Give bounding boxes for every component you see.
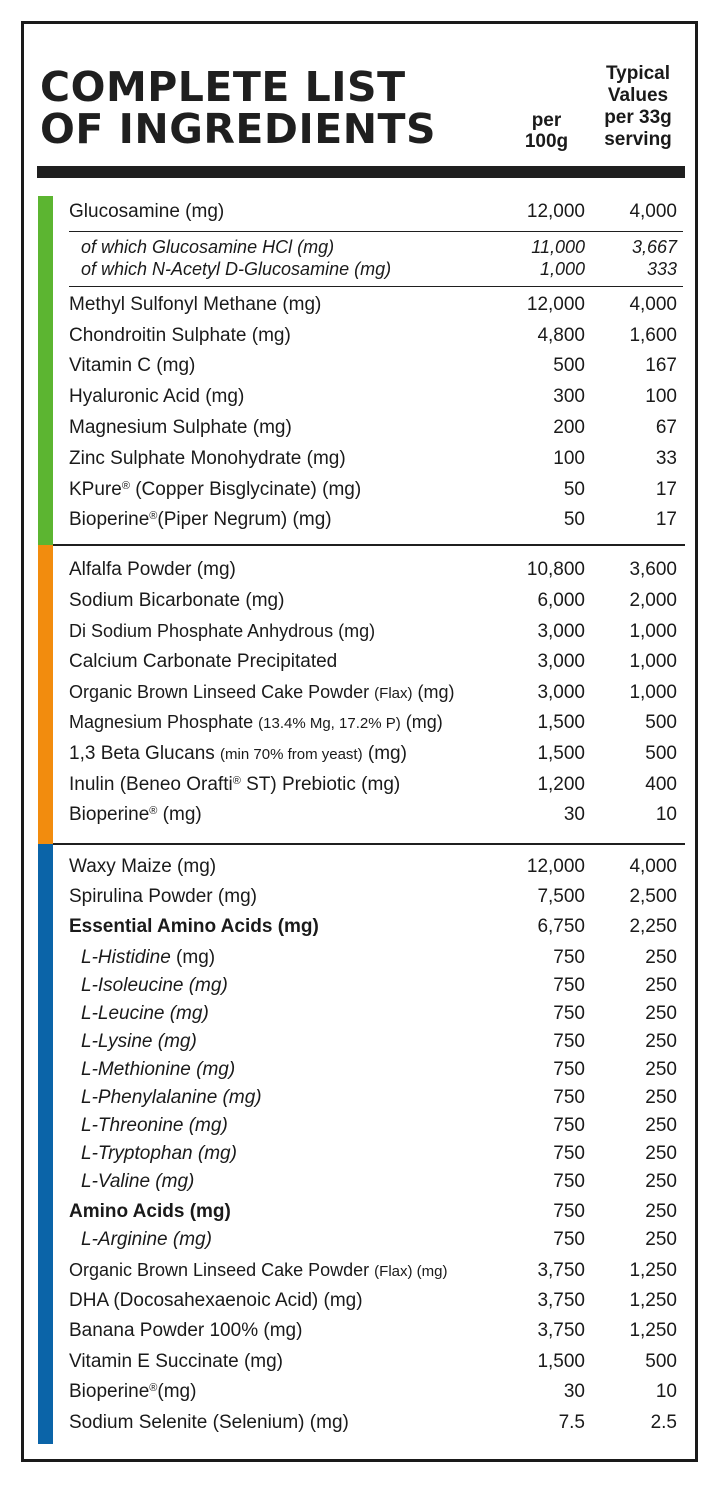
registered-mark: ® [149,510,158,522]
ingredient-name: Alfalfa Powder (mg) [69,559,236,580]
ingredient-row [69,325,677,355]
value-per-serving: 400 [645,774,677,795]
green-section-bar [38,196,53,545]
registered-mark: ® [121,480,130,492]
value-per-serving: 2,000 [629,590,677,611]
section-divider [53,843,685,845]
ingredient-name: L-Isoleucine (mg) [81,975,228,996]
ingredient-row [69,1381,677,1411]
value-per-serving: 17 [655,479,677,500]
registered-mark: ® [149,1382,158,1394]
sub-divider [69,231,683,232]
value-per-serving: 10 [655,804,677,825]
ingredient-row [69,386,677,416]
registered-mark: ® [232,775,241,787]
ingredient-name: Essential Amino Acids (mg) [69,916,319,937]
value-per-serving: 250 [645,1003,677,1024]
value-per-serving: 250 [645,1031,677,1052]
ingredient-row [69,1351,677,1381]
ingredient-group-row [69,1201,677,1231]
value-per-serving: 2,250 [629,916,677,937]
value-per-100g: 100 [553,448,585,469]
ingredient-name: L-Leucine (mg) [81,1003,209,1024]
value-per-serving: 333 [646,259,677,279]
ingredient-name: Calcium Carbonate Precipitated [69,651,338,672]
ingredient-name: Zinc Sulphate Monohydrate (mg) [69,448,346,469]
value-per-serving: 250 [645,1201,677,1222]
ingredient-name-part: Inulin (Beneo Orafti [69,774,233,795]
ingredient-sub-row [69,1115,677,1145]
value-per-100g: 500 [553,355,585,376]
value-per-100g: 3,750 [537,1260,585,1281]
ingredient-sub-row [69,1143,677,1173]
value-per-serving: 250 [645,1143,677,1164]
value-per-serving: 4,000 [629,201,677,222]
value-per-100g: 12,000 [526,856,585,877]
ingredient-row [69,294,677,324]
ingredient-name [69,479,361,501]
ingredient-name-part: Magnesium Phosphate [69,712,254,732]
ingredient-sub-row [69,1031,677,1061]
ingredient-row [69,355,677,385]
value-per-100g: 750 [553,1087,585,1108]
ingredient-name-part: L-Histidine [81,947,171,968]
ingredient-name [81,947,215,969]
value-per-100g: 750 [553,1059,585,1080]
value-per-100g: 4,800 [537,325,585,346]
ingredient-name: Spirulina Powder (mg) [69,886,257,907]
value-per-100g: 1,500 [537,743,585,764]
value-per-serving: 1,000 [629,621,677,642]
ingredient-name: L-Tryptophan (mg) [81,1143,237,1164]
value-per-100g: 3,750 [537,1320,585,1341]
value-per-serving: 1,600 [629,325,677,346]
ingredient-sub-row [69,259,677,289]
value-per-100g: 3,750 [537,1290,585,1311]
ingredient-row [69,448,677,478]
ingredient-name-part: Organic Brown Linseed Cake Powder [69,682,370,702]
ingredient-name: Chondroitin Sulphate (mg) [69,325,291,346]
ingredient-name-part: Organic Brown Linseed Cake Powder [69,1260,370,1280]
ingredient-name [69,509,332,531]
value-per-serving: 1,250 [629,1320,677,1341]
ingredient-name: DHA (Docosahexaenoic Acid) (mg) [69,1290,363,1311]
ingredient-name: Di Sodium Phosphate Anhydrous (mg) [69,621,376,641]
ingredient-row [69,1290,677,1320]
ingredient-name: Vitamin E Succinate (mg) [69,1351,284,1372]
ingredient-row [69,621,677,651]
ingredient-name-part: (mg) [157,1381,197,1402]
value-per-100g: 750 [553,1143,585,1164]
value-per-serving: 500 [645,1351,677,1372]
ingredient-row [69,651,677,681]
value-per-serving: 3,667 [631,237,677,257]
blue-section-bar [38,844,53,1444]
ingredient-name: L-Lysine (mg) [81,1031,197,1052]
value-per-100g: 750 [553,1115,585,1136]
value-per-serving: 100 [645,386,677,407]
value-per-100g: 1,500 [537,1351,585,1372]
value-per-100g: 7.5 [558,1412,585,1433]
ingredient-sub-row [69,1171,677,1201]
ingredient-name: Methyl Sulfonyl Methane (mg) [69,294,322,315]
ingredient-name: Magnesium Sulphate (mg) [69,417,292,438]
ingredient-name: of which N-Acetyl D-Glucosamine (mg) [81,259,392,279]
ingredient-name-part: (mg) [367,743,407,764]
ingredient-row [69,417,677,447]
ingredient-name-part: Bioperine [69,509,150,530]
value-per-100g: 750 [553,1201,585,1222]
ingredient-name-note: (Flax) [374,685,413,702]
ingredient-name [69,1260,448,1281]
value-per-100g: 300 [553,386,585,407]
ingredient-name-part: Bioperine [69,1381,150,1402]
ingredient-name-part: (mg) [162,804,202,825]
title-line-1: COMPLETE LIST [40,63,406,111]
value-per-serving: 4,000 [629,294,677,315]
ingredient-row [69,509,677,539]
ingredient-name: Sodium Bicarbonate (mg) [69,590,285,611]
ingredient-row [69,559,677,589]
ingredient-name: Amino Acids (mg) [69,1201,231,1222]
ingredient-row [69,682,677,712]
ingredient-row [69,1412,677,1442]
ingredient-row [69,479,677,509]
ingredient-name: L-Arginine (mg) [81,1229,212,1250]
ingredient-row [69,856,677,886]
ingredient-name: Hyaluronic Acid (mg) [69,386,245,407]
ingredient-name [69,774,400,796]
ingredient-row [69,804,677,834]
ingredient-name: L-Valine (mg) [81,1171,195,1192]
value-per-100g: 7,500 [537,886,585,907]
value-per-serving: 250 [645,975,677,996]
header-serving: serving [604,129,672,150]
ingredient-name-note: (Flax) (mg) [374,1263,448,1280]
title-line-2: OF INGREDIENTS [40,105,437,153]
ingredient-name-part: (mg) [417,682,455,702]
value-per-serving: 500 [645,712,677,733]
value-per-serving: 17 [655,509,677,530]
value-per-serving: 2.5 [650,1412,677,1433]
ingredient-name: of which Glucosamine HCl (mg) [81,237,335,257]
ingredient-name: Vitamin C (mg) [69,355,196,376]
value-per-serving: 500 [645,743,677,764]
header-values: Values [607,85,669,106]
ingredient-name: Sodium Selenite (Selenium) (mg) [69,1412,349,1433]
ingredient-row [69,590,677,620]
ingredient-name [69,682,455,703]
value-per-serving: 4,000 [629,856,677,877]
value-per-serving: 250 [645,1229,677,1250]
column-header-per-serving [596,63,680,151]
registered-mark: ® [149,805,158,817]
value-per-serving: 250 [645,1059,677,1080]
value-per-serving: 2,500 [629,886,677,907]
value-per-100g: 6,000 [537,590,585,611]
orange-section-bar [38,545,53,844]
value-per-serving: 167 [645,355,677,376]
ingredient-name [69,712,443,733]
value-per-100g: 50 [563,509,585,530]
value-per-100g: 1,000 [539,259,585,279]
ingredient-name [69,804,202,826]
value-per-100g: 30 [563,804,585,825]
ingredient-row [69,774,677,804]
value-per-100g: 11,000 [531,237,585,257]
value-per-100g: 3,000 [537,682,585,703]
ingredient-sub-row [69,1087,677,1117]
value-per-100g: 3,000 [537,621,585,642]
ingredient-row [69,712,677,742]
value-per-serving: 1,250 [629,1290,677,1311]
ingredient-row [69,886,677,916]
value-per-100g: 200 [553,417,585,438]
ingredient-name-part: 1,3 Beta Glucans [69,743,215,764]
ingredient-name-part: (Piper Negrum) (mg) [157,509,332,530]
header-typical: Typical [605,63,671,84]
value-per-serving: 250 [645,1115,677,1136]
ingredient-name-note: (13.4% Mg, 17.2% P) [258,715,401,732]
value-per-100g: 1,500 [537,712,585,733]
value-per-100g: 750 [553,975,585,996]
section-divider [53,544,685,546]
value-per-serving: 1,250 [629,1260,677,1281]
value-per-100g: 50 [563,479,585,500]
page-title [40,63,437,153]
value-per-serving: 3,600 [629,559,677,580]
value-per-100g: 10,800 [526,559,585,580]
header-100g: 100g [524,131,569,152]
value-per-serving: 1,000 [629,651,677,672]
ingredient-name [69,1381,196,1403]
ingredient-sub-row [69,947,677,977]
ingredient-name: Banana Powder 100% (mg) [69,1320,303,1341]
ingredient-name: L-Threonine (mg) [81,1115,228,1136]
value-per-100g: 750 [553,1003,585,1024]
ingredient-row [69,1320,677,1350]
ingredient-name-part: KPure [69,479,122,500]
value-per-100g: 12,000 [526,294,585,315]
ingredient-row [69,201,677,231]
value-per-serving: 250 [645,1087,677,1108]
ingredient-name-part: (Copper Bisglycinate) (mg) [135,479,362,500]
ingredient-sub-row [69,1059,677,1089]
value-per-serving: 67 [655,417,677,438]
ingredient-name-part: (mg) [176,947,216,968]
ingredient-name-part: Bioperine [69,804,150,825]
value-per-100g: 1,200 [537,774,585,795]
value-per-100g: 3,000 [537,651,585,672]
ingredient-sub-row [69,975,677,1005]
ingredient-sub-row [69,1003,677,1033]
value-per-100g: 750 [553,947,585,968]
value-per-100g: 750 [553,1031,585,1052]
header-divider-bar [37,166,685,178]
ingredient-row [69,743,677,773]
header-per: per [531,110,562,131]
value-per-serving: 250 [645,1171,677,1192]
value-per-100g: 12,000 [526,201,585,222]
value-per-serving: 33 [655,448,677,469]
header-per-33g: per 33g [604,107,672,128]
ingredient-name: L-Phenylalanine (mg) [81,1087,262,1108]
ingredient-name: L-Methionine (mg) [81,1059,236,1080]
value-per-serving: 10 [655,1381,677,1402]
ingredient-name: Waxy Maize (mg) [69,856,217,877]
value-per-100g: 750 [553,1229,585,1250]
ingredient-name-part: (mg) [405,712,443,732]
column-header-per-100g [518,110,575,152]
value-per-serving: 250 [645,947,677,968]
value-per-100g: 30 [563,1381,585,1402]
value-per-serving: 1,000 [629,682,677,703]
value-per-100g: 6,750 [537,916,585,937]
ingredient-row [69,1260,677,1290]
value-per-100g: 750 [553,1171,585,1192]
ingredient-name [69,743,407,765]
ingredient-name-note: (min 70% from yeast) [220,746,363,763]
ingredient-name: Glucosamine (mg) [69,201,225,222]
ingredient-group-row [69,916,677,946]
ingredient-sub-row [69,1229,677,1259]
ingredient-name-part: ST) Prebiotic (mg) [246,774,401,795]
